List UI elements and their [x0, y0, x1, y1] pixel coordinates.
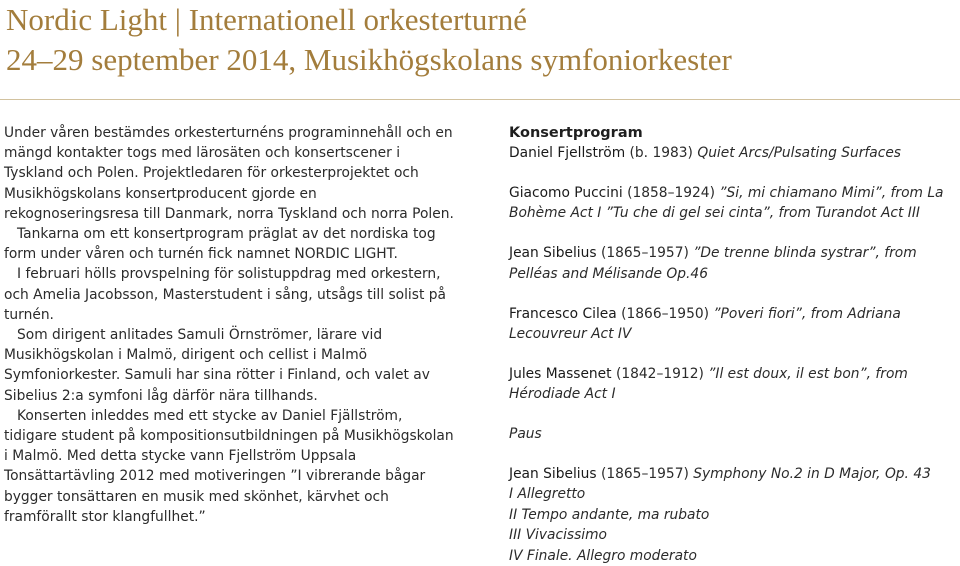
composer-years: (b. 1983): [625, 145, 698, 161]
program-entry: [509, 304, 949, 345]
composer-name: Jules Massenet: [509, 365, 612, 382]
program-heading: Konsertprogram: [509, 125, 643, 141]
composer-name: Francesco Cilea: [509, 305, 617, 322]
body-paragraph: Under våren bestämdes orkesterturnéns programinnehåll och en mängd kontakter togs med lärosäten och konsertscener i Tyskland och Polen. Projektledaren för orkesterprojektet och Musikhögskolans konsertproducent gjorde en rekognoseringsresa till Danmark, norra Tyskland och norra Polen.: [4, 125, 454, 222]
body-paragraph: I februari hölls provspelning för solistuppdrag med orkestern, och Amelia Jacobsson, Masterstudent i sång, utsågs till solist på turnén.: [4, 266, 446, 323]
work-title: ”Si, mi chiamano Mimi”, from La Bohème Act I ”Tu che di gel sei cinta”, from Turandot Act III: [509, 184, 944, 222]
composer-years: (1842–1912): [611, 365, 709, 382]
composer-name: Daniel Fjellström: [509, 145, 626, 161]
composer-years: (1865–1957): [596, 466, 694, 483]
title-part-1: Nordic Light: [6, 2, 167, 37]
program-entry: [509, 243, 949, 284]
work-title: Symphony No.2 in D Major, Op. 43: [693, 466, 931, 483]
body-paragraph: Tankarna om ett konsertprogram präglat av det nordiska tog form under våren och turnén fick namnet NORDIC LIGHT.: [4, 226, 436, 263]
movement: I Allegretto: [509, 486, 586, 503]
program-intermission: [509, 424, 949, 444]
work-title: Quiet Arcs/Pulsating Surfaces: [697, 145, 902, 161]
movement: II Tempo andante, ma rubato: [509, 506, 710, 523]
work-title: ”De trenne blinda systrar”, from Pelléas and Mélisande Op.46: [509, 245, 917, 282]
composer-name: Jean Sibelius: [509, 466, 597, 483]
movement: IV Finale. Allegro moderato: [509, 547, 697, 564]
movement: III Vivacissimo: [509, 527, 607, 544]
concert-program-column: [509, 123, 949, 566]
composer-name: Jean Sibelius: [509, 245, 597, 262]
program-entry: [509, 364, 949, 405]
intermission-label: Paus: [509, 426, 542, 443]
program-entry: [509, 143, 949, 163]
body-paragraph: Konserten inleddes med ett stycke av Daniel Fjällström, tidigare student på kompositionsutbildningen på Musikhögskolan i Malmö. Med detta stycke vann Fjellström Uppsala Tonsättartävling 2012 med motiveringen ”I vibrerande bågar bygger tonsättaren en musik med skönhet, kärvhet och framförallt stor klangfullhet.”: [4, 407, 454, 525]
header-divider: [0, 99, 960, 100]
page-title: [6, 0, 956, 80]
body-text-column: [4, 123, 454, 527]
composer-name: Giacomo Puccini: [509, 184, 623, 201]
page-subtitle: 24–29 september 2014, Musikhögskolans symfoniorkester: [6, 42, 732, 77]
work-title: ”Poveri fiori”, from Adriana Lecouvreur Act IV: [509, 305, 901, 342]
composer-years: (1865–1957): [596, 245, 694, 262]
program-entry: [509, 464, 949, 566]
composer-years: (1866–1950): [616, 305, 714, 322]
work-title: ”Il est doux, il est bon”, from Hérodiade Act I: [509, 365, 908, 403]
title-part-2: Internationell orkesterturné: [188, 2, 527, 37]
composer-years: (1858–1924): [622, 184, 720, 201]
program-entry: [509, 183, 949, 224]
body-paragraph: Som dirigent anlitades Samuli Örnströmer, lärare vid Musikhögskolan i Malmö, dirigent och cellist i Malmö Symfoniorkester. Samuli har sina rötter i Finland, och valet av Sibelius 2:a symfoni låg därför nära tillhands.: [4, 327, 430, 404]
title-separator: |: [174, 2, 181, 37]
